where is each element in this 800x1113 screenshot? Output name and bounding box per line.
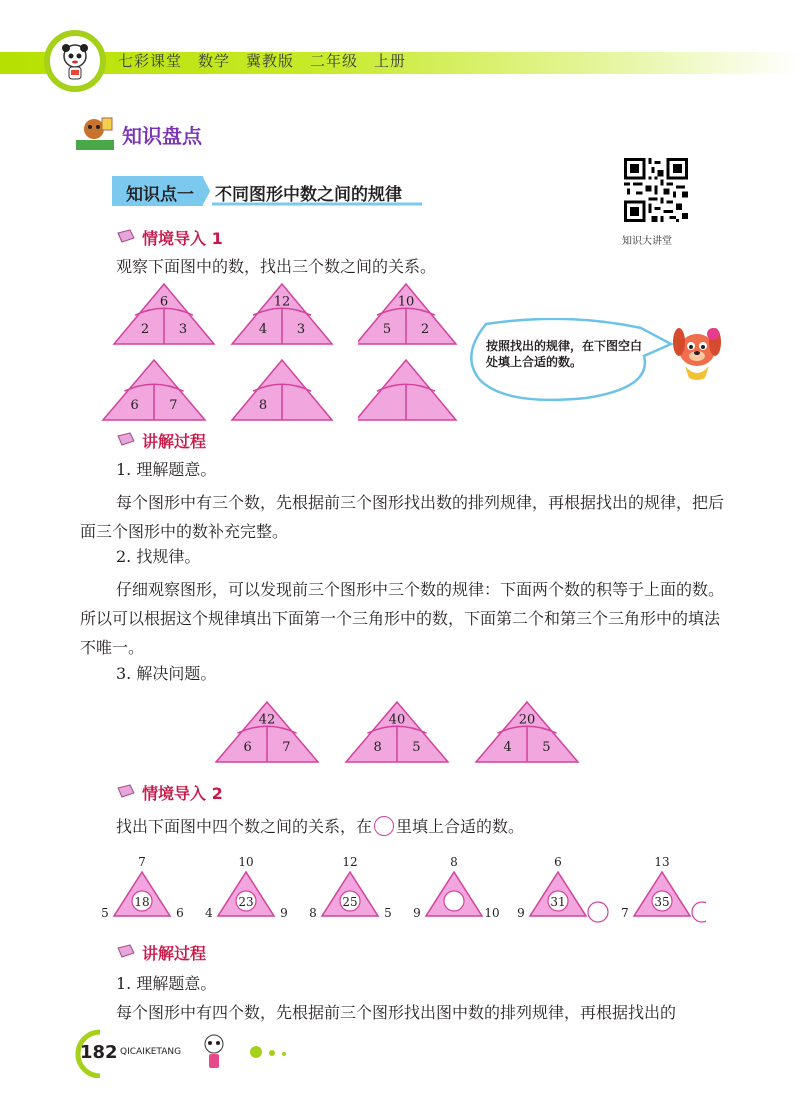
knowledge-point-label: 知识点一 [126,185,194,205]
intro2-prompt [116,816,524,838]
triangle-left-number: 6 [130,398,139,414]
page-number: 182 [80,1042,118,1063]
intro2-prompt-b: 里填上合适的数。 [396,817,525,836]
triangle-center-number: 31 [550,895,566,909]
triangle-left-number: 4 [205,906,213,920]
explain1-heading: 讲解过程 [142,432,207,451]
triangle-top-number: 6 [554,855,562,869]
triangle-left-number: 5 [101,906,109,920]
triangle-center-number: 25 [342,895,358,909]
knowledge-point-title: 不同图形中数之间的规律 [215,185,402,205]
qr-code[interactable] [624,158,688,222]
explain2-heading: 讲解过程 [142,944,207,963]
triangle-top-number: 20 [518,712,536,728]
triangle-1 [114,284,214,344]
circle-triangle-1 [101,855,184,920]
circle-triangle-5 [517,855,608,922]
triangle-left-number: 4 [503,740,512,756]
triangle-top-number: 7 [138,855,146,869]
answer-triangle-1 [216,702,318,762]
answer-triangle-3 [476,702,578,762]
explain1-step3: 3. 解决问题。 [116,664,217,683]
teacher-icon [74,116,116,152]
eraser-icon [116,944,136,958]
speech-bubble-text: 按照找出的规律，在下图空白处填上合适的数。 [486,339,643,369]
triangle-right-number: 7 [282,740,291,756]
dog-mascot-icon [665,318,729,384]
triangle-top-number: 42 [258,712,276,728]
triangle-6 [358,360,456,420]
triangle-right-number: 3 [178,322,188,338]
explain1-step2: 2. 找规律。 [116,547,201,566]
triangle-left-number: 4 [258,322,268,338]
intro2-prompt-a: 找出下面图中四个数之间的关系，在 [116,817,373,836]
triangle-left-number: 7 [621,906,629,920]
triangle-right-number: 2 [420,322,430,338]
blank-answer-circle[interactable] [692,902,706,922]
circle-triangle-3 [309,855,392,920]
triangle-5 [232,360,332,420]
circle-triangle-2 [205,855,288,920]
triangle-3 [358,284,456,344]
blank-answer-circle[interactable] [588,902,608,922]
eraser-icon [116,784,136,798]
triangle-row-1-and-2 [100,282,360,422]
answer-triangle-2 [346,702,448,762]
answer-triangles [215,700,595,766]
explain2-para1: 每个图形中有四个数，先根据前三个图形找出图中数的排列规律，再根据找出的 [116,1003,677,1022]
triangle-left-number: 9 [413,906,421,920]
triangle-2 [232,284,332,344]
triangle-column-3 [358,282,478,422]
section-title: 知识盘点 [122,124,202,148]
triangle-center-number: 35 [654,895,670,909]
triangle-top-number: 10 [238,855,254,869]
circle-triangle-4 [413,855,499,920]
triangle-right-number: 10 [484,906,500,920]
triangle-left-number: 2 [140,322,150,338]
triangle-right-number: 6 [176,906,184,920]
header-mascot-badge [44,30,106,92]
explain1-para2: 仔细观察图形，可以发现前三个图形中三个数的规律：下面两个数的积等于上面的数。所以可以根据这个规律填出下面第一个三角形中的数，下面第二个和第三个三角形中的填法不唯一。 [80,580,725,657]
explain1-para1: 每个图形中有三个数，先根据前三个图形找出数的排列规律，再根据找出的规律，把后面三个图形中的数补充完整。 [80,493,725,541]
triangle-center-number: 18 [134,895,150,909]
triangle-top-number: 12 [273,294,291,310]
triangle-right-number: 3 [296,322,306,338]
intro2-heading: 情境导入 2 [142,784,223,803]
triangle-center-number: 23 [238,895,254,909]
triangle-left-number: 8 [373,740,382,756]
header-title: 七彩课堂 数学 冀教版 二年级 上册 [118,52,407,70]
triangle-top-number: 8 [450,855,458,869]
center-circle[interactable] [444,891,464,911]
intro1-heading: 情境导入 1 [142,229,223,248]
triangle-top-number: 40 [388,712,406,728]
triangle-left-number: 8 [258,398,268,414]
blank-circle-icon [374,816,394,836]
circle-triangles [96,852,706,928]
triangle-right-number: 7 [169,398,178,414]
triangle-top-number: 12 [342,855,358,869]
triangle-right-number: 9 [280,906,288,920]
triangle-left-number: 5 [382,322,392,338]
triangle-left-number: 8 [309,906,317,920]
intro1-prompt: 观察下面图中的数，找出三个数之间的关系。 [116,257,437,276]
panda-mascot-icon [50,36,100,86]
triangle-top-number: 6 [159,294,169,310]
triangle-right-number: 5 [412,740,421,756]
triangle-top-number: 10 [397,294,415,310]
triangle-left-number: 6 [243,740,252,756]
footer-brand: QICAIKETANG [120,1047,182,1057]
triangle-left-number: 9 [517,906,525,920]
qr-caption: 知识大讲堂 [622,236,672,247]
triangle-4 [103,360,205,420]
triangle-right-number: 5 [384,906,392,920]
eraser-icon [116,229,136,243]
triangle-right-number: 5 [542,740,551,756]
triangle-top-number: 13 [654,855,670,869]
explain1-step1: 1. 理解题意。 [116,460,217,479]
eraser-icon [116,432,136,446]
explain2-step1: 1. 理解题意。 [116,974,217,993]
circle-triangle-6 [621,855,706,922]
